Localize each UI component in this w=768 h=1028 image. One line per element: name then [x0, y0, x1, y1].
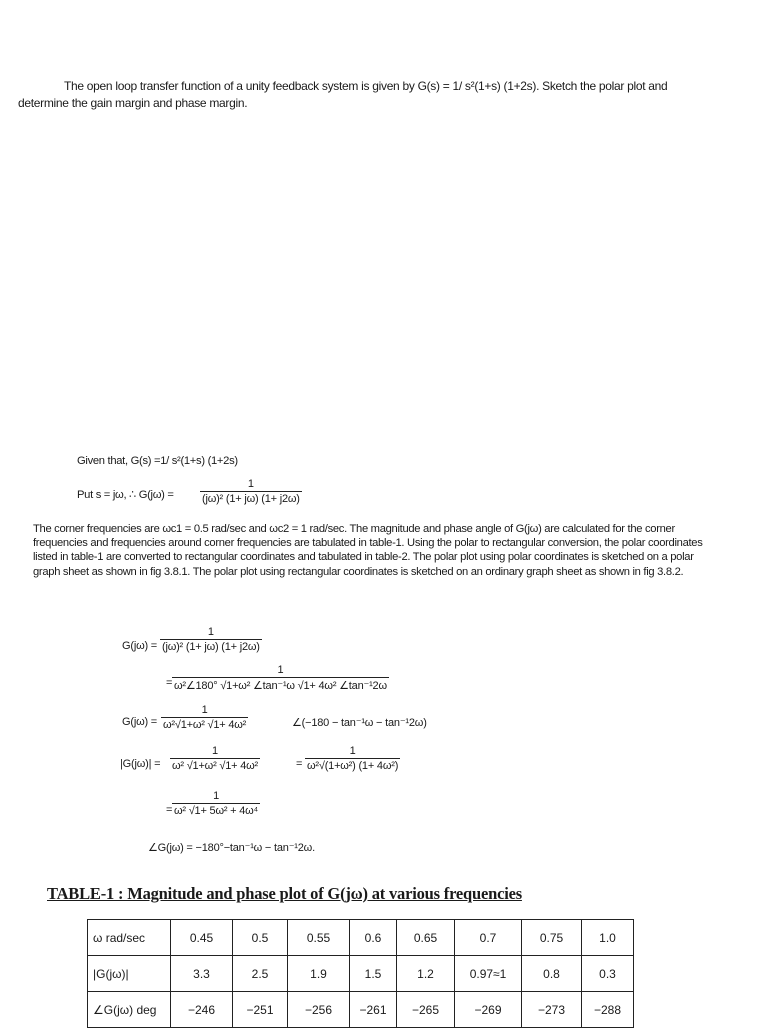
eq3-numerator: 1 — [201, 704, 208, 716]
eq4-lhs: |G(jω)| = — [120, 758, 161, 770]
cell-omega: 0.65 — [397, 920, 455, 956]
cell-omega: 1.0 — [582, 920, 634, 956]
frequency-table — [87, 919, 634, 1028]
cell-omega: 0.55 — [288, 920, 350, 956]
eq4b-denominator: ω²√(1+ω²) (1+ 4ω²) — [307, 760, 399, 772]
eq1-lhs: G(jω) = — [122, 640, 157, 652]
cell-magnitude: 0.97≈1 — [455, 956, 522, 992]
eq4-fraction — [170, 745, 260, 772]
cell-magnitude: 1.9 — [288, 956, 350, 992]
cell-phase: −269 — [455, 992, 522, 1028]
cell-phase: −256 — [288, 992, 350, 1028]
eq3-denominator: ω²√1+ω² √1+ 4ω² — [163, 719, 247, 731]
eq2-fraction — [172, 664, 389, 692]
cell-phase: −261 — [350, 992, 397, 1028]
eq4-numerator: 1 — [212, 745, 218, 757]
cell-phase: −273 — [522, 992, 582, 1028]
table-title: TABLE-1 : Magnitude and phase plot of G(jω) at various frequencies — [47, 884, 522, 903]
cell-magnitude: 1.2 — [397, 956, 455, 992]
substitution-numerator: 1 — [247, 478, 254, 490]
eq3-angle: ∠(−180 − tan⁻¹ω − tan⁻¹2ω) — [292, 717, 427, 729]
substitution-fraction — [200, 478, 302, 505]
eq4-equals: = — [296, 758, 303, 770]
cell-magnitude: 1.5 — [350, 956, 397, 992]
problem-line-2: determine the gain margin and phase margin. — [18, 96, 248, 110]
cell-omega: 0.75 — [522, 920, 582, 956]
row-header-magnitude: |G(jω)| — [88, 956, 171, 992]
cell-magnitude: 0.3 — [582, 956, 634, 992]
row-header-omega: ω rad/sec — [88, 920, 171, 956]
row-header-phase: ∠G(jω) deg — [88, 992, 171, 1028]
eq1-numerator: 1 — [207, 626, 214, 638]
eq5-denominator: ω² √1+ 5ω² + 4ω⁴ — [174, 805, 259, 817]
cell-phase: −265 — [397, 992, 455, 1028]
eq2-denominator: ω²∠180° √1+ω² ∠tan⁻¹ω √1+ 4ω² ∠tan⁻¹2ω — [172, 677, 389, 692]
table-row-omega — [88, 920, 634, 956]
eq1-fraction — [160, 626, 262, 653]
eq4b-numerator: 1 — [349, 745, 356, 757]
eq5-numerator: 1 — [213, 790, 219, 802]
eq4b-fraction — [305, 745, 400, 772]
eq5-fraction — [172, 790, 260, 817]
given-line: Given that, G(s) =1/ s²(1+s) (1+2s) — [77, 455, 238, 467]
cell-omega: 0.5 — [233, 920, 288, 956]
cell-omega: 0.45 — [171, 920, 233, 956]
cell-magnitude: 0.8 — [522, 956, 582, 992]
problem-line-1: The open loop transfer function of a unity feedback system is given by G(s) = 1/ s²(1+s) (1+2s). Sketch the polar plot and — [64, 79, 668, 93]
eq3-lhs: G(jω) = — [122, 716, 157, 728]
cell-magnitude: 3.3 — [171, 956, 233, 992]
cell-magnitude: 2.5 — [233, 956, 288, 992]
cell-omega: 0.6 — [350, 920, 397, 956]
problem-statement — [18, 78, 753, 112]
eq3-fraction — [161, 704, 248, 731]
cell-phase: −288 — [582, 992, 634, 1028]
solution-paragraph: The corner frequencies are ωc1 = 0.5 rad/sec and ωc2 = 1 rad/sec. The magnitude and phase angle of G(jω) are calculated for the corner frequencies and frequencies around corner frequencies are tabulated in table-1. Using the polar to rectangular conversion, the polar coordinates listed in table-1 are converted to rectangular coordinates and tabulated in table-2. The polar plot using polar coordinates is sketched on a polar graph sheet as shown in fig 3.8.1. The polar plot using rectangular coordinates is sketched on an ordinary graph sheet as shown in fig 3.8.2. — [33, 523, 703, 578]
substitution-denominator: (jω)² (1+ jω) (1+ j2ω) — [202, 493, 300, 505]
cell-phase: −251 — [233, 992, 288, 1028]
eq4-denominator: ω² √1+ω² √1+ 4ω² — [172, 760, 258, 772]
cell-omega: 0.7 — [455, 920, 522, 956]
eq1-denominator: (jω)² (1+ jω) (1+ j2ω) — [162, 641, 260, 653]
eq2-lhs: = — [166, 677, 173, 689]
cell-phase: −246 — [171, 992, 233, 1028]
table-row-phase — [88, 992, 634, 1028]
table-row-magnitude — [88, 956, 634, 992]
eq5-lhs: = — [166, 804, 173, 816]
eq2-numerator: 1 — [277, 664, 284, 676]
eq6-phase-expression: ∠G(jω) = −180°−tan⁻¹ω − tan⁻¹2ω. — [148, 842, 315, 854]
substitution-prefix: Put s = jω, ∴ G(jω) = — [77, 489, 174, 501]
